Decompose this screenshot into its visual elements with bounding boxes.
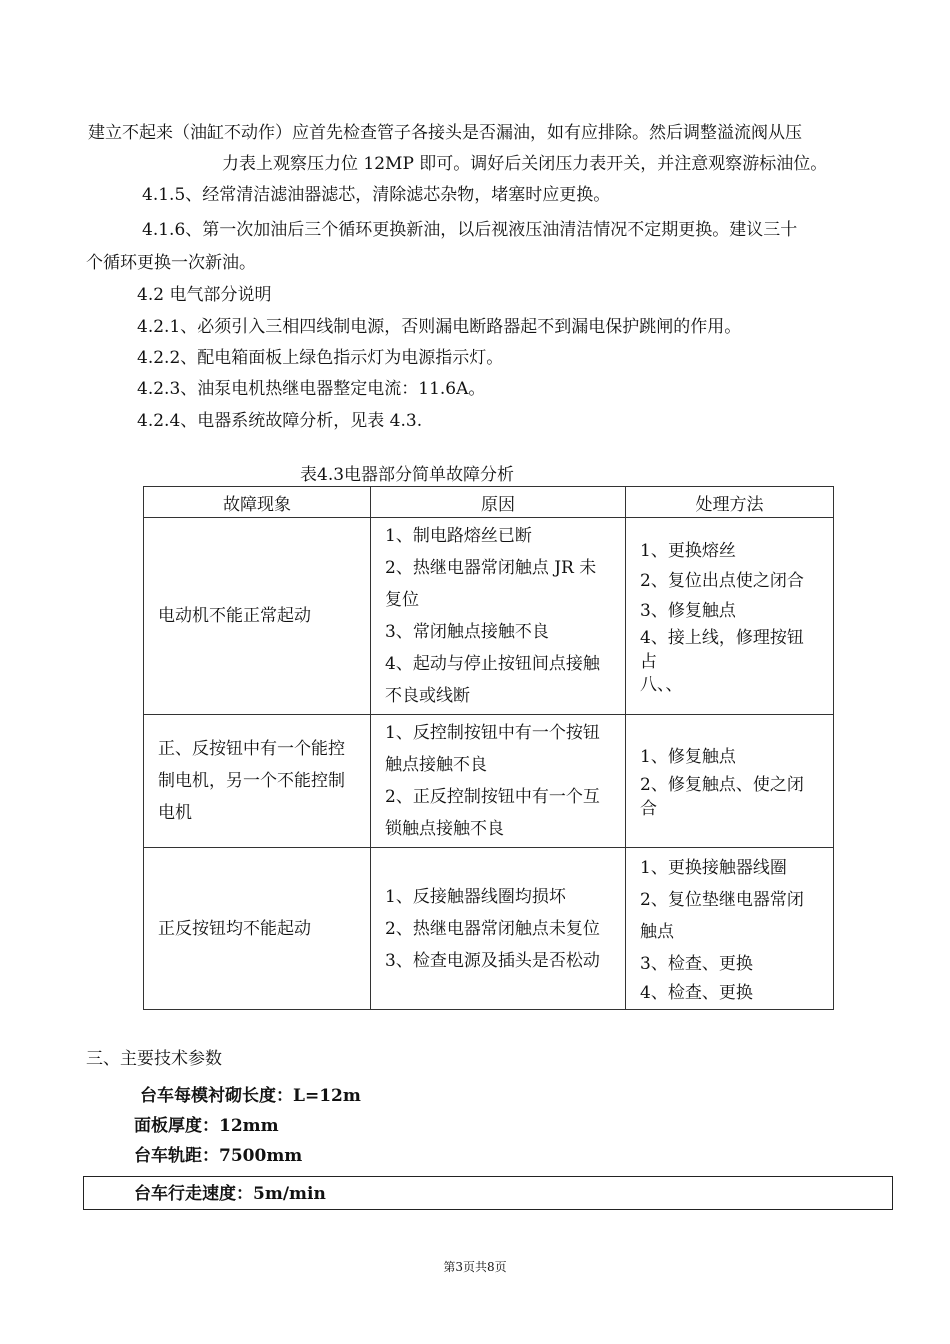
paragraph-line: 力表上观察压力位 12MP 即可。调好后关闭压力表开关，并注意观察游标油位。 [222,154,828,174]
remedy-item: 2、复位出点使之闭合 [640,571,804,591]
cause-item: 2、热继电器常闭触点未复位 [385,918,600,939]
cause-item: 1、反控制按钮中有一个按钮触点接触不良 [385,723,600,775]
remedy-item: 3、检查、更换 [640,953,753,974]
fault-symptom: 正、反按钮中有一个能控制电机，另一个不能控制电机 [144,715,371,848]
boxed-param-row [83,1176,893,1210]
cause-item: 2、正反控制按钮中有一个互锁触点接触不良 [385,787,600,839]
fault-remedies [626,848,834,1010]
remedy-item: 八、、 [640,675,683,695]
paragraph-4-1-6: 4.1.6、第一次加油后三个循环更换新油，以后视液压油清洁情况不定期更换。建议三十 [142,220,798,240]
section-heading-4-2: 4.2 电气部分说明 [137,285,272,305]
param-track-gauge: 台车轨距：7500mm [134,1146,303,1166]
column-header: 原因 [371,487,626,518]
table-row [144,848,834,1010]
param-travel-speed: 台车行走速度：5m/min [134,1184,326,1204]
remedy-item: 3、修复触点 [640,601,736,621]
remedy-item: 1、更换接触器线圈 [640,857,787,878]
fault-remedies [626,715,834,848]
cause-item: 1、制电路熔丝已断 [385,526,532,546]
paragraph-line: 建立不起来（油缸不动作）应首先检查管子各接头是否漏油，如有应排除。然后调整溢流阀从压 [88,123,802,143]
fault-analysis-table [143,486,834,1010]
remedy-item: 2、复位垫继电器常闭触点 [640,889,804,942]
remedy-item: 2、修复触点、使之闭合 [640,775,804,819]
paragraph-4-2-1: 4.2.1、必须引入三相四线制电源，否则漏电断路器起不到漏电保护跳闸的作用。 [137,317,742,337]
section-heading-3: 三、主要技术参数 [86,1049,222,1069]
table-caption: 表4.3电器部分简单故障分析 [300,465,515,485]
page-footer: 第3页共8页 [443,1260,507,1274]
table-header-row [144,487,834,518]
fault-remedies [626,518,834,715]
remedy-item: 4、接上线，修理按钮占 [640,628,804,672]
remedy-item: 1、修复触点 [640,747,736,767]
table-row [144,518,834,715]
paragraph-4-2-4: 4.2.4、电器系统故障分析，见表 4.3. [137,411,423,431]
cause-item: 3、常闭触点接触不良 [385,622,549,642]
table-row [144,715,834,848]
fault-causes [371,518,626,715]
fault-symptom: 正反按钮均不能起动 [144,848,371,1010]
param-panel-thickness: 面板厚度：12mm [134,1116,279,1136]
paragraph-line: 个循环更换一次新油。 [86,253,256,273]
fault-causes [371,715,626,848]
cause-item: 1、反接触器线圈均损坏 [385,886,566,907]
fault-causes [371,848,626,1010]
remedy-item: 4、检查、更换 [640,982,753,1003]
column-header: 故障现象 [144,487,371,518]
fault-symptom: 电动机不能正常起动 [144,518,371,715]
cause-item: 3、检查电源及插头是否松动 [385,950,600,971]
column-header: 处理方法 [626,487,834,518]
cause-item: 4、起动与停止按钮间点接触不良或线断 [385,654,600,706]
param-lining-length: 台车每模衬砌长度：L=12m [140,1086,361,1106]
paragraph-4-2-2: 4.2.2、配电箱面板上绿色指示灯为电源指示灯。 [137,348,504,368]
cause-item: 2、热继电器常闭触点 JR 未复位 [385,558,597,610]
paragraph-4-1-5: 4.1.5、经常清洁滤油器滤芯，清除滤芯杂物，堵塞时应更换。 [142,185,611,205]
remedy-item: 1、更换熔丝 [640,541,736,561]
paragraph-4-2-3: 4.2.3、油泵电机热继电器整定电流：11.6A。 [137,379,486,399]
